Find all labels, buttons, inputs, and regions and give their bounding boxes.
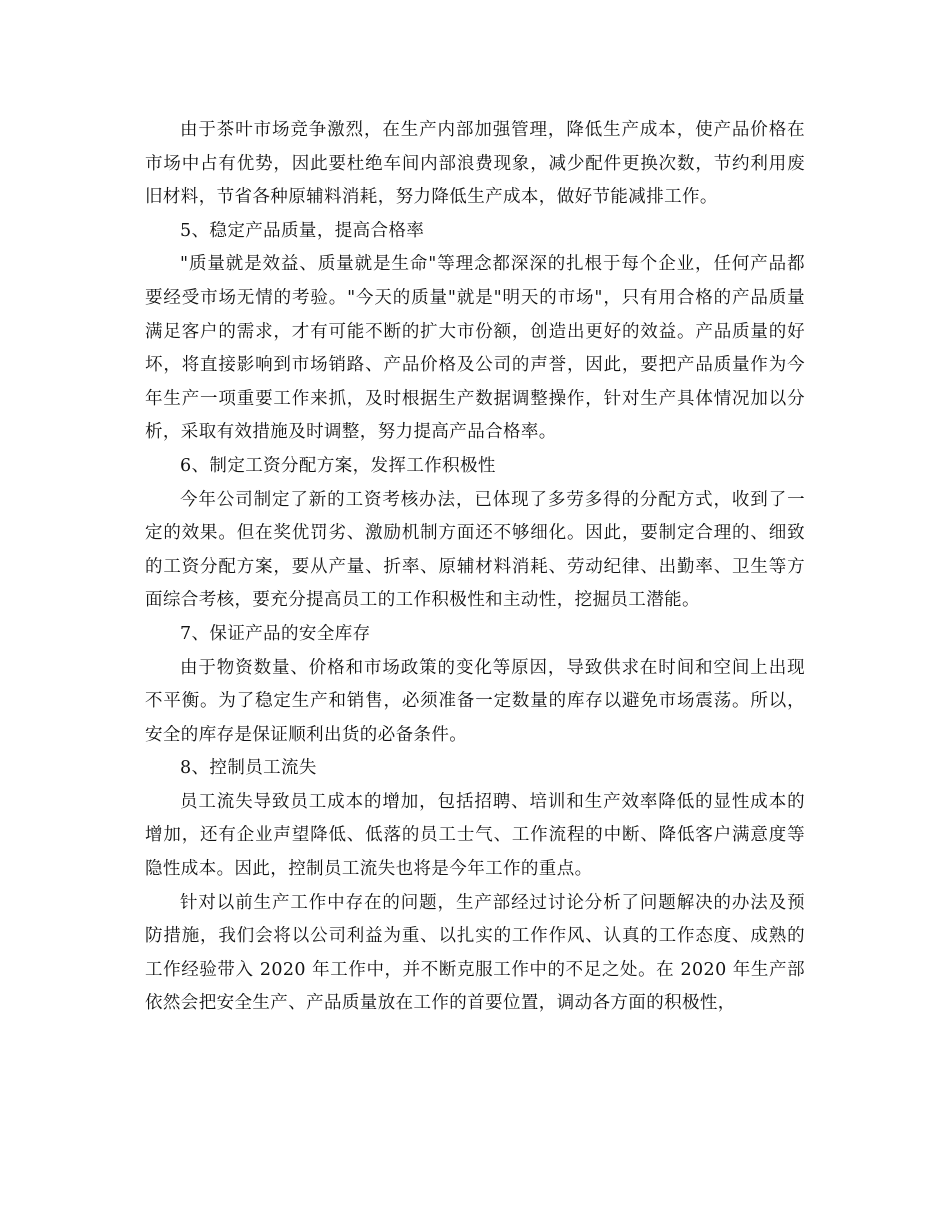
- paragraph-cost-control: 由于茶叶市场竞争激烈，在生产内部加强管理，降低生产成本，使产品价格在市场中占有优势，因此要杜绝车间内部浪费现象，减少配件更换次数，节约利用废旧材料，节省各种原辅料消耗，努力降低生产成本，做好节能减排工作。: [145, 120, 805, 208]
- heading-quality: 5、稳定产品质量，提高合格率: [180, 220, 425, 241]
- document-body: [145, 114, 805, 1021]
- paragraph-summary: 针对以前生产工作中存在的问题，生产部经过讨论分析了问题解决的办法及预防措施，我们会将以公司利益为重、以扎实的工作作风、认真的工作态度、成熟的工作经验带入 2020 年工作中，并不断克服工作中的不足之处。在 2020 年生产部依然会把安全生产、产品质量放在工作的首要位置，调动各方面的积极性，: [145, 892, 805, 1014]
- heading-wage: 6、制定工资分配方案，发挥工作积极性: [180, 455, 496, 476]
- paragraph-inventory: 由于物资数量、价格和市场政策的变化等原因，导致供求在时间和空间上出现不平衡。为了稳定生产和销售，必须准备一定数量的库存以避免市场震荡。所以，安全的库存是保证顺利出货的必备条件。: [145, 657, 805, 745]
- paragraph-wage: 今年公司制定了新的工资考核办法，已体现了多劳多得的分配方式，收到了一定的效果。但在奖优罚劣、激励机制方面还不够细化。因此，要制定合理的、细致的工资分配方案，要从产量、折率、原辅材料消耗、劳动纪律、出勤率、卫生等方面综合考核，要充分提高员工的工作积极性和主动性，挖掘员工潜能。: [145, 489, 805, 611]
- heading-inventory: 7、保证产品的安全库存: [180, 623, 371, 644]
- heading-turnover: 8、控制员工流失: [180, 758, 317, 779]
- paragraph-quality: "质量就是效益、质量就是生命"等理念都深深的扎根于每个企业，任何产品都要经受市场无情的考验。"今天的质量"就是"明天的市场"，只有用合格的产品质量满足客户的需求，才有可能不断的扩大市份额，创造出更好的效益。产品质量的好坏，将直接影响到市场销路、产品价格及公司的声誉，因此，要把产品质量作为今年生产一项重要工作来抓，及时根据生产数据调整操作，针对生产具体情况加以分析，采取有效措施及时调整，努力提高产品合格率。: [145, 254, 805, 443]
- paragraph-turnover: 员工流失导致员工成本的增加，包括招聘、培训和生产效率降低的显性成本的增加，还有企业声望降低、低落的员工士气、工作流程的中断、降低客户满意度等隐性成本。因此，控制员工流失也将是今年工作的重点。: [145, 791, 805, 880]
